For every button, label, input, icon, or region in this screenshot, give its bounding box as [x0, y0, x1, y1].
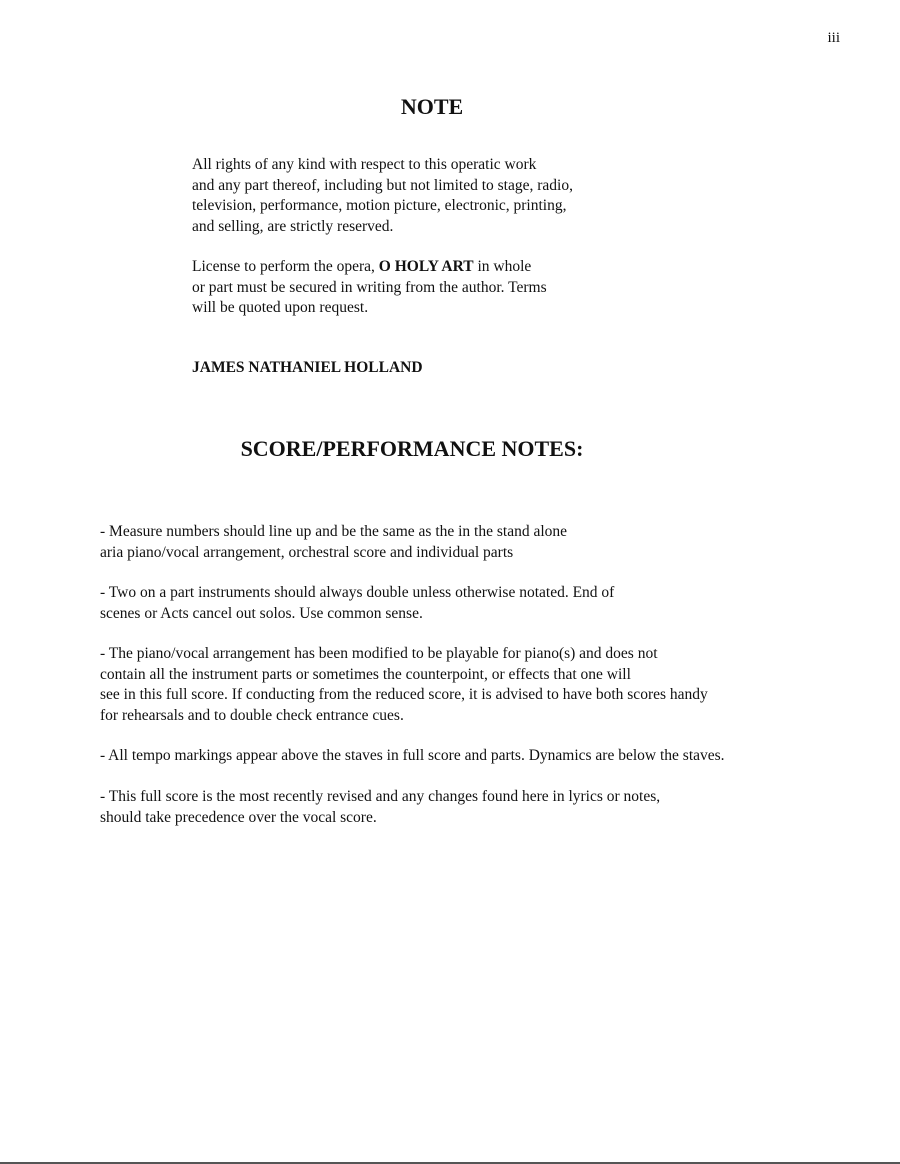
- score-note-line: - Two on a part instruments should always double unless otherwise notated. End of: [100, 584, 615, 601]
- score-note-line: aria piano/vocal arrangement, orchestral score and individual parts: [100, 543, 514, 561]
- score-note-line: - Measure numbers should line up and be the same as the in the stand alone: [100, 523, 568, 540]
- score-note-line: - This full score is the most recently revised and any changes found here in lyrics or notes,: [100, 788, 661, 805]
- license-text: License to perform the opera,: [192, 258, 379, 275]
- score-note-line: contain all the instrument parts or sometimes the counterpoint, or effects that one will: [100, 665, 631, 683]
- license-text: in whole: [473, 258, 532, 275]
- rights-line: and selling, are strictly reserved.: [192, 217, 394, 235]
- score-note-line: - All tempo markings appear above the staves in full score and parts. Dynamics are below the staves.: [100, 747, 725, 764]
- license-line: or part must be secured in writing from the author. Terms: [192, 278, 547, 296]
- score-note-line: should take precedence over the vocal score.: [100, 808, 377, 826]
- score-note-item: [100, 522, 567, 563]
- author-name: JAMES NATHANIEL HOLLAND: [192, 359, 423, 376]
- rights-line: and any part thereof, including but not limited to stage, radio,: [192, 176, 573, 194]
- opera-title: O HOLY ART: [378, 258, 474, 275]
- license-line: [192, 257, 547, 278]
- score-notes-heading: SCORE/PERFORMANCE NOTES:: [240, 436, 584, 461]
- score-note-line: see in this full score. If conducting from the reduced score, it is advised to have both scores handy: [100, 686, 708, 703]
- page-number: iii: [827, 30, 840, 46]
- score-note-line: scenes or Acts cancel out solos. Use common sense.: [100, 604, 423, 622]
- license-line: will be quoted upon request.: [192, 299, 369, 316]
- score-note-item: [100, 644, 708, 726]
- rights-line: All rights of any kind with respect to this operatic work: [192, 156, 537, 173]
- rights-paragraph: [192, 155, 573, 237]
- score-note-item: [100, 583, 614, 624]
- score-note-item: [100, 746, 725, 767]
- license-paragraph: [192, 257, 547, 319]
- score-note-item: [100, 787, 660, 828]
- note-heading: NOTE: [400, 94, 464, 119]
- score-note-line: - The piano/vocal arrangement has been modified to be playable for piano(s) and does not: [100, 645, 658, 662]
- score-note-line: for rehearsals and to double check entrance cues.: [100, 706, 404, 724]
- rights-line: television, performance, motion picture, electronic, printing,: [192, 197, 567, 214]
